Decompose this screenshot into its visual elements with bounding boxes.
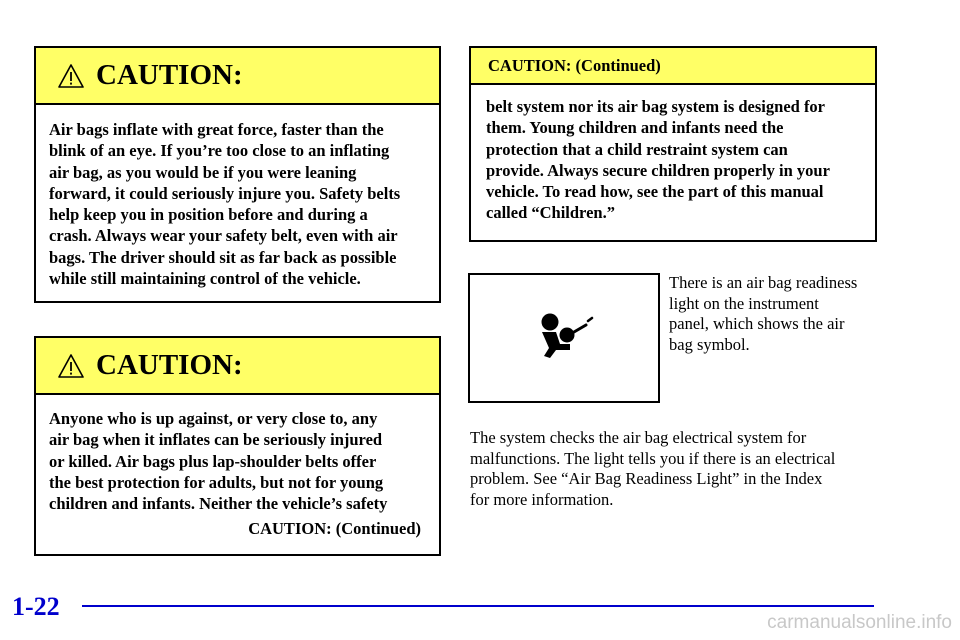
caution-line: them. Young children and infants need the [486,118,784,138]
caution-line: provide. Always secure children properly in your [486,160,830,180]
caution-line: or killed. Air bags plus lap-shoulder belts offer [49,451,377,471]
airbag-readiness-icon [534,310,594,366]
caution-title: CAUTION: [96,349,243,381]
caution-line: blink of an eye. If you’re too close to an inflating [49,141,390,161]
warning-triangle-icon [58,63,84,89]
caution-header [36,48,439,105]
caution-text [36,395,439,540]
footer-rule [82,605,874,607]
caution-title: CAUTION: [96,59,243,91]
caution-header [471,48,875,85]
warning-triangle-icon [58,353,84,379]
caution-line: bags. The driver should sit as far back as possible [49,247,397,267]
caution-line: air bag, as you would be if you were leaning [49,162,357,182]
caution-text [36,105,439,289]
text-line: light on the instrument [669,293,819,313]
caution-line: air bag when it inflates can be seriously injured [49,430,383,450]
text-line: for more information. [470,489,614,509]
system-check-paragraph [470,428,890,510]
text-line: problem. See “Air Bag Readiness Light” in the Index [470,469,823,488]
caution-line: while still maintaining control of the vehicle. [49,269,361,289]
caution-line: called “Children.” [486,203,615,223]
page-number: 1-22 [12,592,60,621]
readiness-light-description [669,273,889,355]
caution-line: help keep you in position before and during a [49,205,368,225]
caution-line: children and infants. Neither the vehicle’s safety [49,494,388,514]
text-line: malfunctions. The light tells you if there is an electrical [470,448,836,468]
caution-header [36,338,439,395]
watermark: carmanualsonline.info [767,612,952,633]
caution-title: CAUTION: (Continued) [488,55,661,75]
text-line: There is an air bag readiness [669,273,858,292]
caution-box-close-to-airbag [34,336,441,556]
text-line: The system checks the air bag electrical system for [470,428,807,447]
caution-continued-label: CAUTION: (Continued) [248,519,421,539]
text-line: bag symbol. [669,334,750,354]
caution-line: crash. Always wear your safety belt, even with air [49,226,398,246]
caution-box-continued [469,46,877,242]
caution-box-airbag-force [34,46,441,303]
caution-line: vehicle. To read how, see the part of this manual [486,182,824,202]
caution-text [471,85,875,224]
caution-line: the best protection for adults, but not for young [49,472,384,492]
airbag-symbol-illustration [468,273,660,403]
caution-line: Air bags inflate with great force, faster than the [49,120,384,139]
text-line: panel, which shows the air [669,314,845,333]
caution-line: Anyone who is up against, or very close to, any [49,409,378,428]
caution-line: protection that a child restraint system can [486,139,788,159]
caution-line: belt system nor its air bag system is designed for [486,97,826,116]
caution-line: forward, it could seriously injure you. Safety belts [49,183,401,203]
